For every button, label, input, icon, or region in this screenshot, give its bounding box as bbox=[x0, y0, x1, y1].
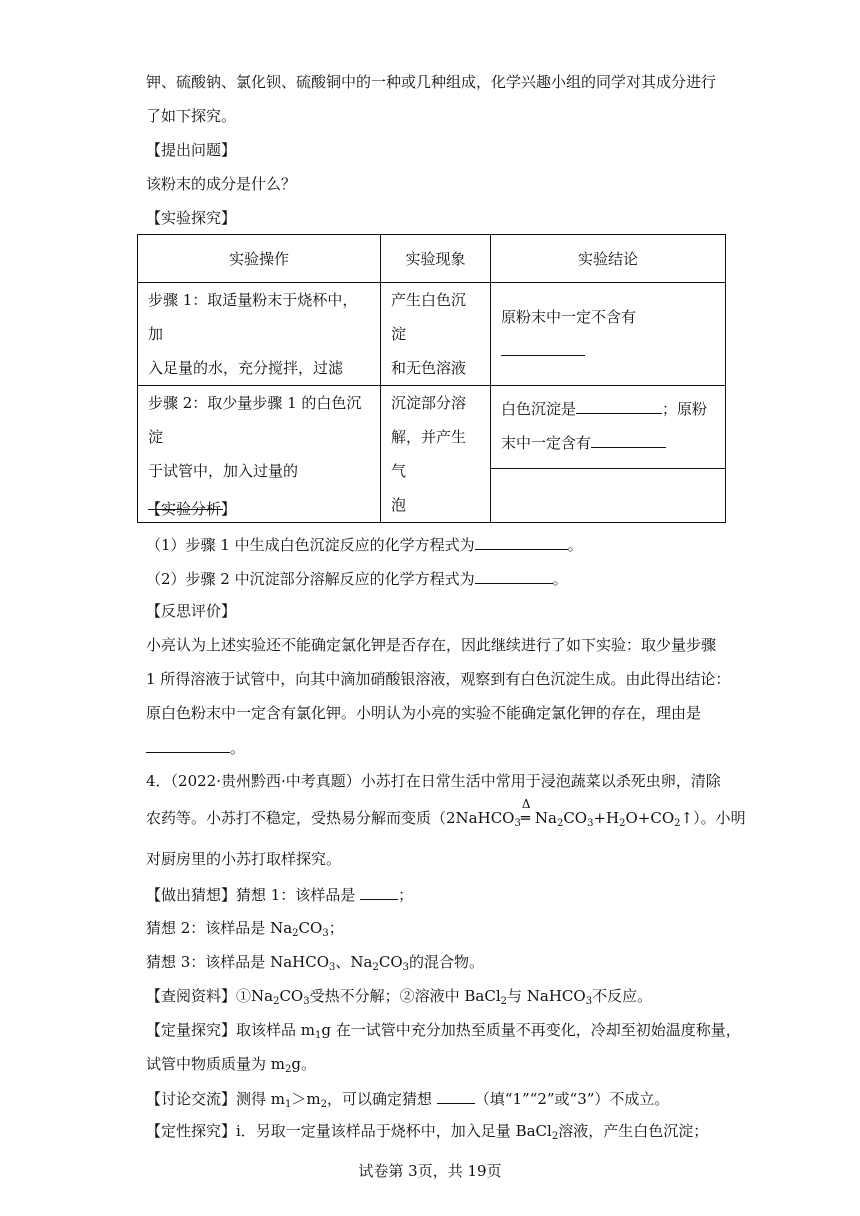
quant-1-b: g 在一试管中充分加热至质量不再变化，冷却至初始温度称量， bbox=[321, 1021, 741, 1039]
reflect-line-1: 小亮认为上述实验还不能确定氯化钾是否存在，因此继续进行了如下实验：取少量步骤 bbox=[146, 636, 717, 654]
answer-blank[interactable] bbox=[360, 884, 398, 900]
table-row bbox=[138, 386, 726, 469]
subscript: 3 bbox=[402, 962, 409, 973]
answer-blank[interactable] bbox=[501, 340, 585, 356]
q4-l2d: +H bbox=[593, 809, 620, 827]
table-header-row bbox=[138, 235, 726, 283]
period: 。 bbox=[230, 739, 246, 757]
answer-blank[interactable] bbox=[475, 568, 553, 584]
analysis-1-text: （1）步骤 1 中生成白色沉淀反应的化学方程式为 bbox=[146, 536, 475, 554]
header-operation: 实验操作 bbox=[138, 235, 381, 283]
heat-symbol: Δ ═ bbox=[521, 808, 535, 828]
step2-ph-line3: 泡 bbox=[391, 496, 407, 514]
subscript: 2 bbox=[320, 1099, 327, 1110]
info-c: 与 NaHCO bbox=[507, 987, 586, 1005]
quant-2-b: g。 bbox=[291, 1055, 316, 1073]
table-row bbox=[138, 283, 726, 386]
info-a: 【查阅资料】①Na bbox=[146, 987, 274, 1005]
subscript: 2 bbox=[551, 1131, 559, 1142]
step2-conc-a: 白色沉淀是 bbox=[501, 400, 577, 418]
q4-l2c: CO bbox=[563, 809, 588, 827]
qualitative bbox=[146, 1121, 708, 1141]
discussion-d: （填“1”“2”或“3”）不成立。 bbox=[474, 1090, 670, 1108]
step1-phenomenon bbox=[381, 283, 491, 386]
heading-question: 【提出问题】 bbox=[146, 141, 237, 159]
guess-3-b: 、Na bbox=[335, 953, 373, 971]
subscript: 3 bbox=[514, 818, 521, 829]
subscript: 2 bbox=[619, 818, 626, 829]
step2-op-line1: 步骤 2：取少量步骤 1 的白色沉淀 bbox=[148, 394, 362, 446]
quant-1-a: 【定量探究】取该样品 m bbox=[146, 1021, 315, 1039]
step1-operation bbox=[138, 283, 381, 386]
intro-line-2: 了如下探究。 bbox=[146, 107, 237, 125]
qualitative-b: 溶液，产生白色沉淀； bbox=[558, 1122, 709, 1140]
reflect-line-2: 1 所得溶液于试管中，向其中滴加硝酸银溶液，观察到有白色沉淀生成。由此得出结论： bbox=[146, 670, 731, 688]
co-text: CO bbox=[378, 953, 403, 971]
step1-ph-line1: 产生白色沉淀 bbox=[391, 291, 467, 343]
subscript: 2 bbox=[273, 996, 280, 1007]
reflect-line-3: 原白色粉末中一定含有氯化钾。小明认为小亮的实验不能确定氯化钾的存在，理由是 bbox=[146, 704, 702, 722]
subscript: 3 bbox=[587, 818, 594, 829]
subscript: 3 bbox=[329, 962, 336, 973]
answer-blank[interactable] bbox=[591, 432, 666, 448]
period: 。 bbox=[552, 570, 568, 588]
guess-2 bbox=[146, 918, 344, 938]
step1-conclusion bbox=[491, 283, 726, 386]
guess-2-text: 猜想 2：该样品是 Na bbox=[146, 919, 293, 937]
heading-analysis: 【实验分析】 bbox=[146, 500, 237, 518]
answer-blank[interactable] bbox=[475, 534, 568, 550]
discussion-b: ＞m bbox=[291, 1090, 321, 1108]
q4-l2b: Na bbox=[534, 809, 557, 827]
guess-3 bbox=[146, 952, 484, 972]
guess-3-c: 的混合物。 bbox=[409, 953, 485, 971]
info-b: 受热不分解；②溶液中 BaCl bbox=[309, 987, 501, 1005]
header-conclusion: 实验结论 bbox=[491, 235, 726, 283]
subscript: 2 bbox=[372, 962, 379, 973]
quant-2 bbox=[146, 1054, 316, 1074]
heading-explore: 【实验探究】 bbox=[146, 209, 237, 227]
answer-blank[interactable] bbox=[146, 737, 230, 753]
step2-conclusion-empty bbox=[491, 468, 726, 522]
co-text: CO bbox=[298, 919, 323, 937]
discussion-c: ，可以确定猜想 bbox=[326, 1090, 432, 1108]
answer-blank[interactable] bbox=[437, 1088, 475, 1104]
guess-1-text: 【做出猜想】猜想 1：该样品是 bbox=[146, 886, 356, 904]
step2-ph-line2: 解，并产生气 bbox=[391, 428, 467, 480]
page-footer: 试卷第 3页，共 19页 bbox=[358, 1162, 502, 1180]
step2-conc-c: 末中一定含有 bbox=[501, 434, 592, 452]
q4-line-3: 对厨房里的小苏打取样探究。 bbox=[146, 850, 342, 868]
co-text: CO bbox=[279, 987, 304, 1005]
answer-blank[interactable] bbox=[576, 398, 662, 414]
analysis-1 bbox=[146, 534, 583, 555]
step2-op-line2: 于试管中，加入过量的 bbox=[148, 462, 299, 480]
subscript: 3 bbox=[303, 996, 310, 1007]
q4-line-2 bbox=[146, 797, 746, 829]
quant-2-a: 试管中物质质量为 m bbox=[146, 1055, 285, 1073]
header-phenomenon: 实验现象 bbox=[381, 235, 491, 283]
question-text: 该粉末的成分是什么？ bbox=[146, 175, 297, 193]
guess-1 bbox=[146, 884, 413, 905]
guess-3-text: 猜想 3：该样品是 NaHCO bbox=[146, 953, 330, 971]
step2-conc-b: ；原粉 bbox=[662, 400, 708, 418]
reference-info bbox=[146, 986, 652, 1006]
discussion-a: 【讨论交流】测得 m bbox=[146, 1090, 285, 1108]
q4-l2f: ↑）。小明 bbox=[680, 809, 746, 827]
intro-line-1: 钾、硫酸钠、氯化钡、硫酸铜中的一种或几种组成，化学兴趣小组的同学对其成分进行 bbox=[146, 73, 717, 91]
info-d: 不反应。 bbox=[592, 987, 653, 1005]
qualitative-a: 【定性探究】i．另取一定量该样品于烧杯中，加入足量 BaCl bbox=[146, 1122, 552, 1140]
step2-conclusion bbox=[491, 386, 726, 469]
q4-line-1: 4．（2022·贵州黔西·中考真题）小苏打在日常生活中常用于浸泡蔬菜以杀死虫卵，清除 bbox=[146, 772, 721, 790]
semicolon: ； bbox=[328, 919, 344, 937]
period: 。 bbox=[567, 536, 583, 554]
q4-l2e: O+CO bbox=[625, 809, 675, 827]
quant-1: 【定量探究】取该样品 $m_1g$ 在一试管中充分加热至质量不再变化，冷却至初始温度称量， bbox=[146, 1021, 741, 1041]
subscript: 2 bbox=[556, 818, 564, 829]
step1-op-line2: 入足量的水，充分搅拌，过滤 bbox=[148, 359, 344, 377]
reflect-line-4 bbox=[146, 737, 245, 758]
subscript: 2 bbox=[285, 1064, 292, 1075]
experiment-table bbox=[137, 234, 726, 523]
subscript: 3 bbox=[585, 996, 593, 1007]
heading-reflect: 【反思评价】 bbox=[146, 602, 237, 620]
analysis-2-text: （2）步骤 2 中沉淀部分溶解反应的化学方程式为 bbox=[146, 570, 475, 588]
subscript: 2 bbox=[500, 996, 507, 1007]
step2-ph-line1: 沉淀部分溶 bbox=[391, 394, 467, 412]
step2-phenomenon bbox=[381, 386, 491, 523]
discussion: 【讨论交流】测得 $m_1>m_2$，可以确定猜想 （填“1”“2”或“3”）不成立。 bbox=[146, 1090, 670, 1110]
q4-l2a: 农药等。小苏打不稳定，受热易分解而变质（2NaHCO bbox=[146, 809, 515, 827]
step1-ph-line2: 和无色溶液 bbox=[391, 359, 467, 377]
subscript: 2 bbox=[292, 928, 299, 939]
subscript: 2 bbox=[674, 818, 681, 829]
step1-op-line1: 步骤 1：取适量粉末于烧杯中，加 bbox=[148, 291, 358, 343]
semicolon: ； bbox=[398, 886, 414, 904]
delta-mark: Δ bbox=[521, 797, 531, 811]
analysis-2 bbox=[146, 568, 568, 589]
subscript: 3 bbox=[322, 928, 329, 939]
step1-conc-text: 原粉末中一定不含有 bbox=[501, 308, 637, 326]
